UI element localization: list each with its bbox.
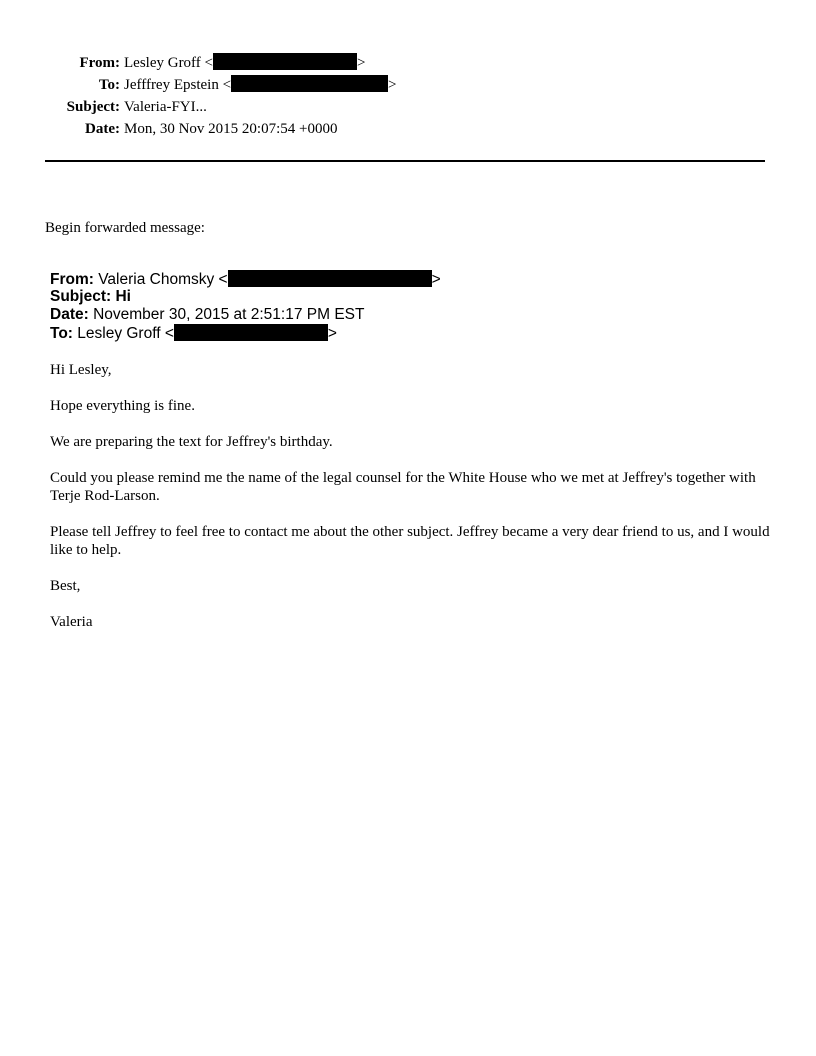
- redaction-bar: [231, 75, 388, 92]
- header-to-close: >: [388, 77, 397, 93]
- body-paragraph: Please tell Jeffrey to feel free to contact me about the other subject. Jeffrey became a very dear friend to us, and I would like to help.: [50, 524, 770, 558]
- redaction-bar: [174, 324, 328, 341]
- forwarded-date-label: Date:: [50, 306, 89, 323]
- header-from-name: Lesley Groff <: [124, 55, 213, 71]
- header-to-value: [124, 74, 397, 96]
- forwarded-from-close: >: [431, 271, 441, 288]
- header-subject-value: Valeria-FYI...: [124, 99, 207, 115]
- forwarded-subject-label: Subject:: [50, 288, 112, 305]
- forwarded-to-close: >: [327, 325, 337, 342]
- forwarded-from-name: Valeria Chomsky <: [93, 271, 228, 288]
- header-from-value: [124, 52, 365, 74]
- body-greeting: Hi Lesley,: [50, 362, 112, 378]
- header-from-close: >: [357, 55, 366, 71]
- forwarded-subject-value: Hi: [111, 288, 131, 305]
- forwarded-from-row: [50, 270, 441, 288]
- header-from-label: From:: [79, 55, 120, 71]
- forwarded-to-label: To:: [50, 325, 73, 342]
- forwarded-from-label: From:: [50, 271, 94, 288]
- header-date-label: Date:: [85, 121, 120, 137]
- header-to-label: To:: [98, 77, 120, 93]
- forwarded-to-name: Lesley Groff <: [72, 325, 174, 342]
- header-subject-row: [0, 96, 816, 118]
- header-to-row: [0, 74, 816, 96]
- forwarded-subject-row: [50, 288, 131, 306]
- redaction-bar: [213, 53, 357, 70]
- body-paragraph: Hope everything is fine.: [50, 398, 195, 414]
- header-divider: [45, 160, 765, 162]
- body-paragraph: Could you please remind me the name of the legal counsel for the White House who we met at Jeffrey's together with Terje Rod-Larson.: [50, 470, 756, 504]
- forwarded-date-row: [50, 306, 364, 324]
- header-subject-label: Subject:: [66, 99, 120, 115]
- header-from-row: [0, 52, 816, 74]
- forwarded-to-row: [50, 324, 337, 342]
- body-paragraph: We are preparing the text for Jeffrey's birthday.: [50, 434, 333, 450]
- forwarded-date-value: November 30, 2015 at 2:51:17 PM EST: [88, 306, 365, 323]
- body-signature: Valeria: [50, 614, 93, 630]
- header-to-name: Jefffrey Epstein <: [124, 77, 232, 93]
- header-date-value: Mon, 30 Nov 2015 20:07:54 +0000: [124, 121, 338, 137]
- forward-intro: Begin forwarded message:: [45, 220, 205, 236]
- header-date-row: [0, 118, 816, 140]
- redaction-bar: [228, 270, 432, 287]
- body-closing: Best,: [50, 578, 81, 594]
